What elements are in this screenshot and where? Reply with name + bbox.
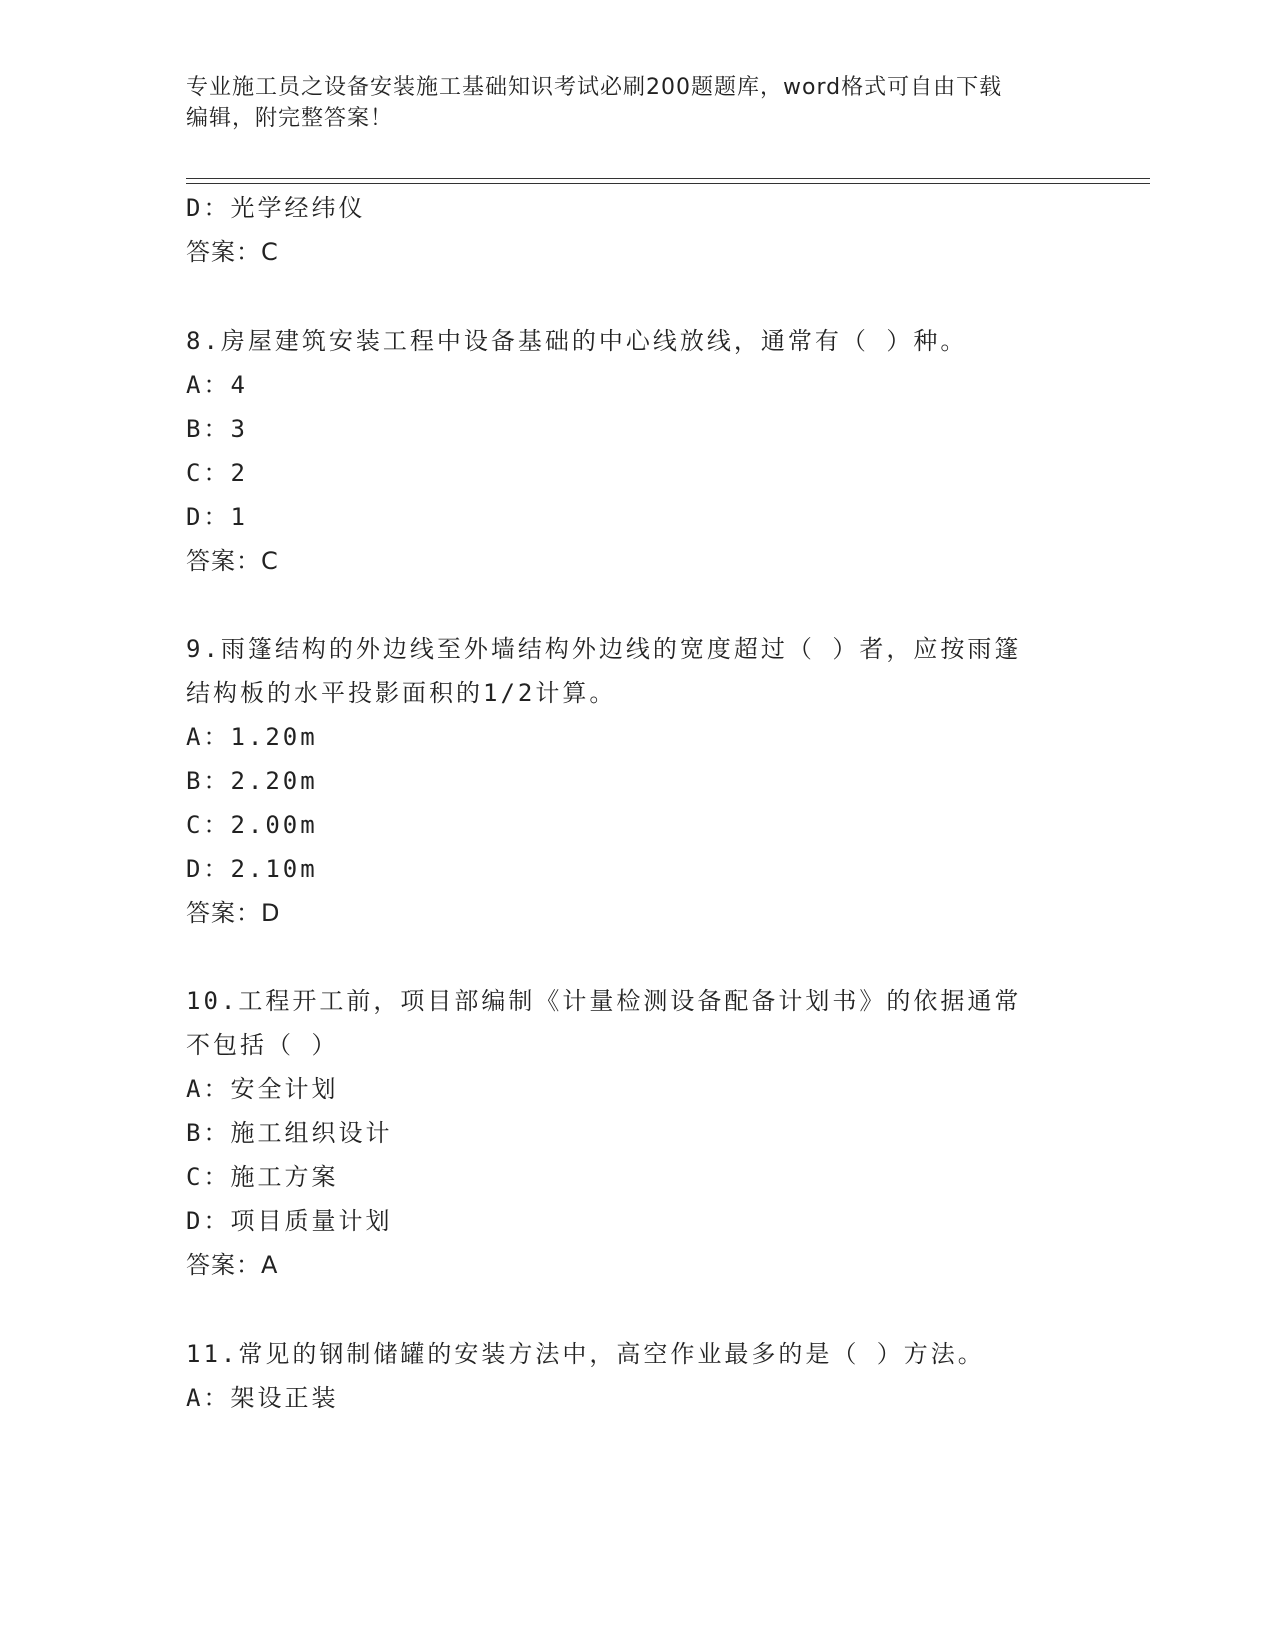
q8-stem: 8.房屋建筑安装工程中设备基础的中心线放线，通常有（ ）种。 [186, 327, 968, 355]
q10-stem-line2: 不包括（ ） [186, 1031, 339, 1059]
q8-option-b: B：3 [186, 415, 248, 443]
q10-option-d: D：项目质量计划 [186, 1207, 393, 1235]
q8-option-a: A：4 [186, 371, 248, 399]
q8-option-c: C：2 [186, 459, 248, 487]
header-title-line1: 专业施工员之设备安装施工基础知识考试必刷200题题库，word格式可自由下载 [186, 75, 1003, 100]
q8-answer: 答案：C [186, 547, 279, 575]
document-header [186, 72, 1086, 134]
header-divider-top [186, 178, 1150, 179]
q9-stem-line2: 结构板的水平投影面积的1/2计算。 [186, 679, 617, 707]
q8-option-d: D：1 [186, 503, 248, 531]
q9-option-a: A：1.20m [186, 723, 318, 751]
q9-option-d: D：2.10m [186, 855, 318, 883]
header-divider-bottom [186, 183, 1150, 184]
header-title-line2: 编辑，附完整答案！ [186, 106, 394, 131]
q10-answer: 答案：A [186, 1251, 279, 1279]
q10-option-a: A：安全计划 [186, 1075, 339, 1103]
prev-answer: 答案：C [186, 238, 279, 266]
q10-option-c: C：施工方案 [186, 1163, 339, 1191]
q10-stem-line1: 10.工程开工前，项目部编制《计量检测设备配备计划书》的依据通常 [186, 987, 1022, 1015]
q10-option-b: B：施工组织设计 [186, 1119, 393, 1147]
q11-option-a: A：架设正装 [186, 1384, 339, 1412]
prev-option-d: D：光学经纬仪 [186, 194, 366, 222]
q9-stem-line1: 9.雨篷结构的外边线至外墙结构外边线的宽度超过（ ）者，应按雨篷 [186, 635, 1022, 663]
q11-stem: 11.常见的钢制储罐的安装方法中，高空作业最多的是（ ）方法。 [186, 1340, 985, 1368]
q9-answer: 答案：D [186, 899, 281, 927]
q9-option-b: B：2.20m [186, 767, 318, 795]
q9-option-c: C：2.00m [186, 811, 318, 839]
